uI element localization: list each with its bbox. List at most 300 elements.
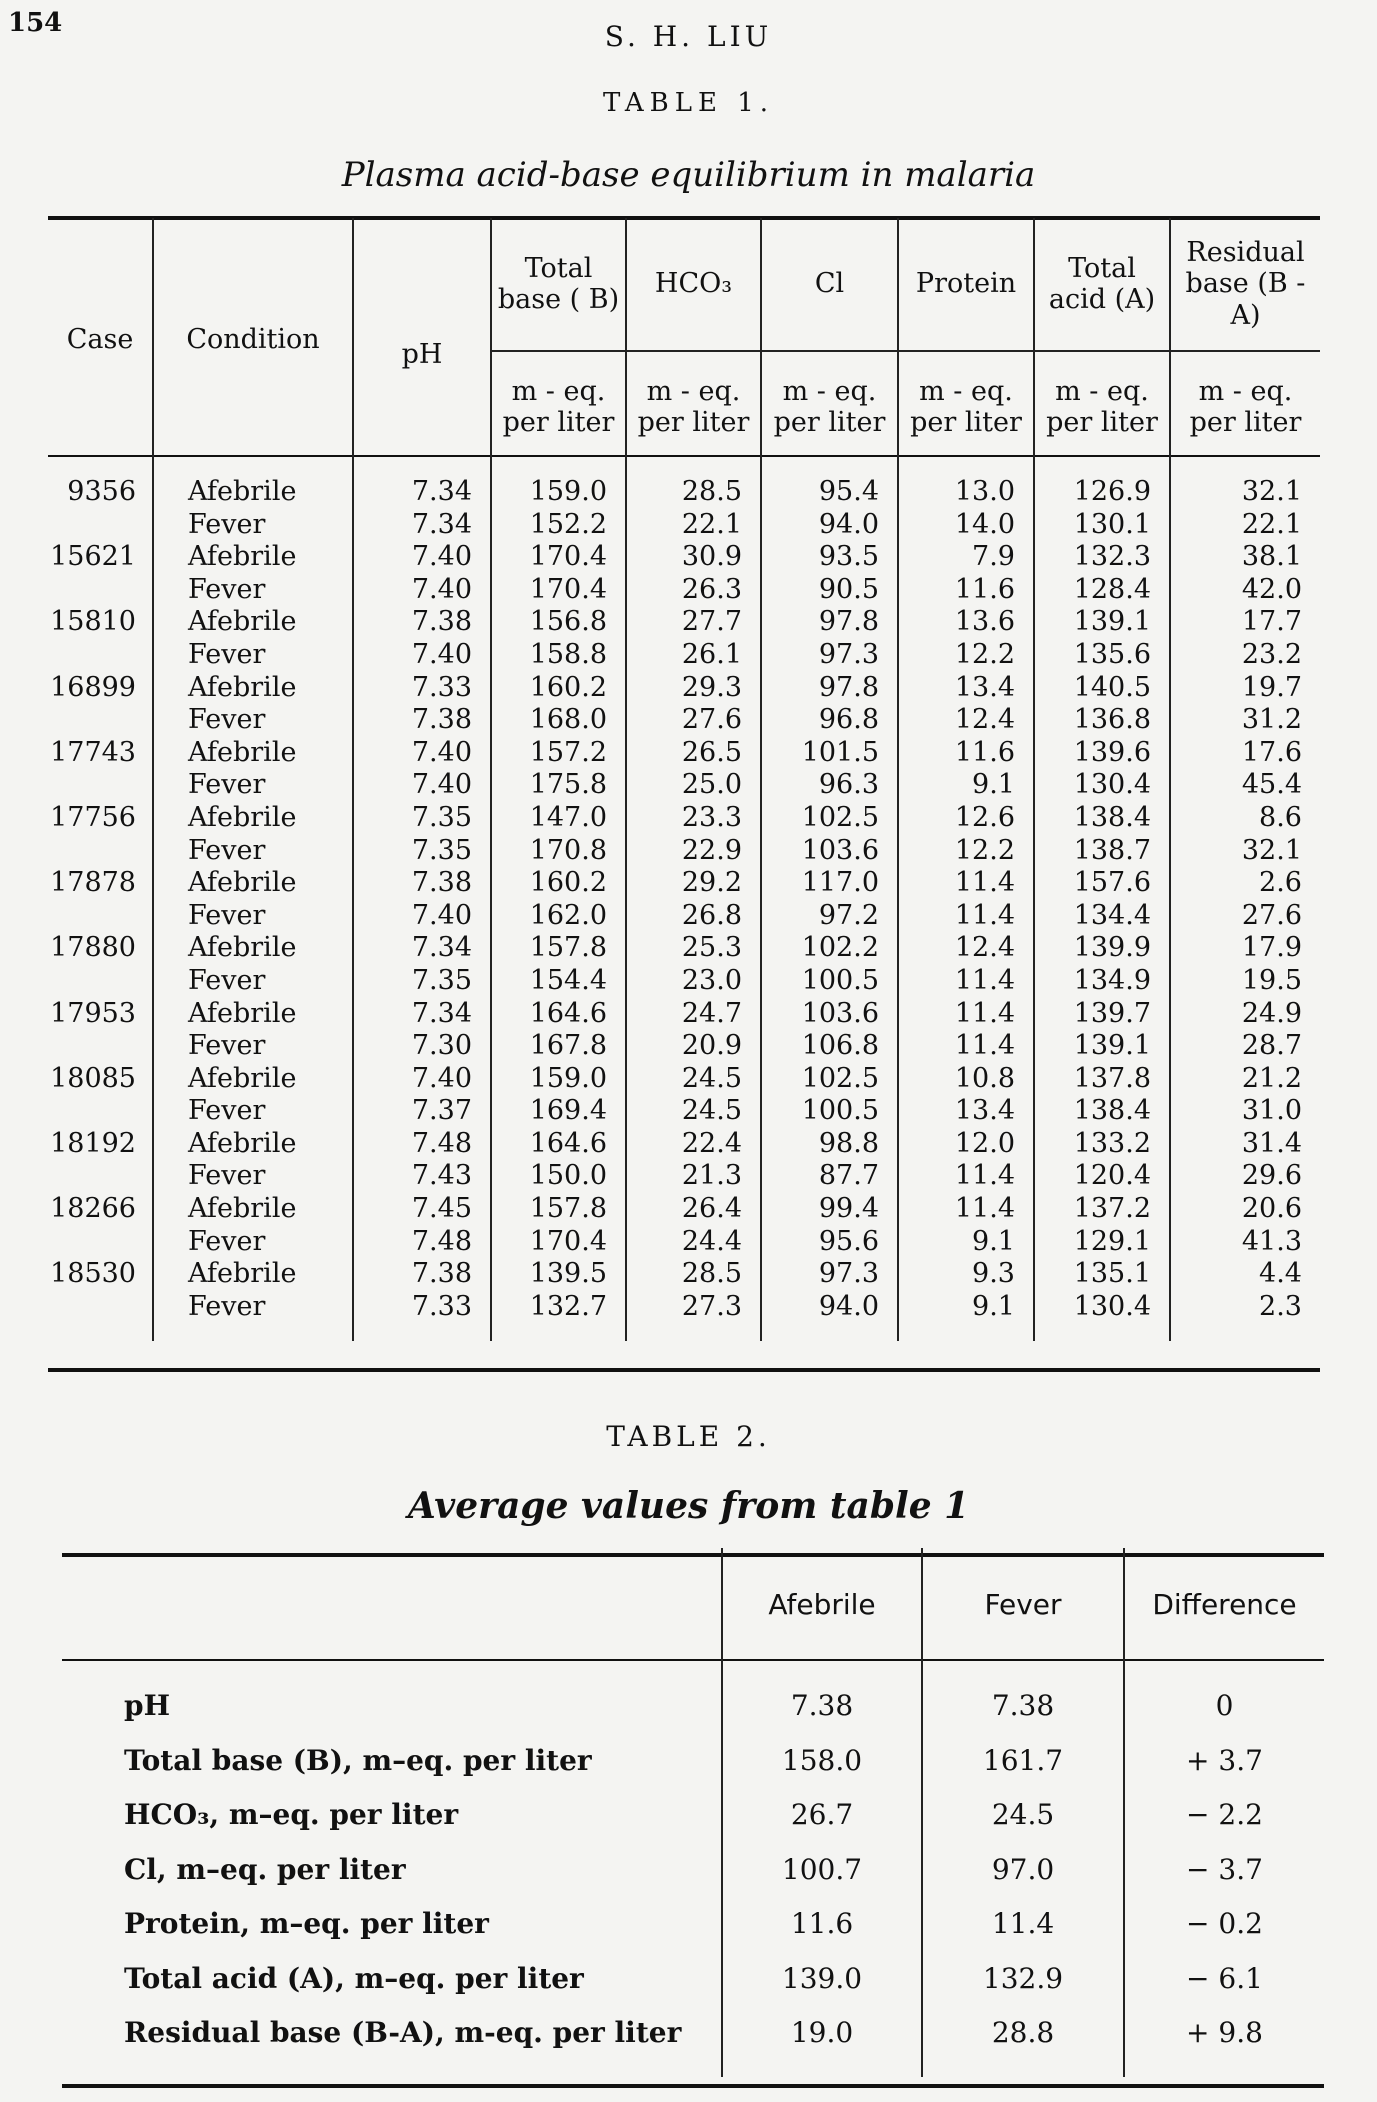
cl-value: 103.6 — [761, 998, 898, 1031]
col-header-cl: Cl — [761, 218, 898, 351]
condition: Afebrile — [153, 737, 353, 770]
total-base-value: 170.4 — [491, 574, 626, 607]
spacer-cell — [1124, 2061, 1324, 2077]
table1 — [48, 218, 1320, 1341]
hco3-value: 26.4 — [626, 1193, 761, 1226]
residual-base-value: 2.3 — [1170, 1291, 1320, 1324]
cl-value: 97.3 — [761, 639, 898, 672]
t2-col-header-difference: Difference — [1124, 1548, 1324, 1660]
cl-value: 93.5 — [761, 541, 898, 574]
total-acid-value: 130.1 — [1034, 509, 1170, 542]
ph-value: 7.34 — [353, 932, 491, 965]
case-number — [48, 1160, 153, 1193]
protein-value: 9.1 — [898, 1291, 1034, 1324]
ph-value: 7.38 — [353, 867, 491, 900]
table-row — [48, 1030, 1320, 1063]
protein-value: 11.4 — [898, 1193, 1034, 1226]
condition: Afebrile — [153, 1063, 353, 1096]
total-acid-value: 137.8 — [1034, 1063, 1170, 1096]
total-base-value: 139.5 — [491, 1258, 626, 1291]
difference-value: − 2.2 — [1124, 1788, 1324, 1843]
table-row — [48, 1291, 1320, 1324]
cl-value: 96.8 — [761, 704, 898, 737]
total-acid-value: 139.1 — [1034, 1030, 1170, 1063]
case-number — [48, 900, 153, 933]
table-row — [48, 965, 1320, 998]
residual-base-value: 29.6 — [1170, 1160, 1320, 1193]
hco3-value: 26.8 — [626, 900, 761, 933]
fever-value: 132.9 — [922, 1952, 1124, 2007]
row-label: pH — [124, 1689, 171, 1722]
col-header-residual-base: Residual base (B - A) — [1170, 218, 1320, 351]
case-number — [48, 509, 153, 542]
case-number: 15621 — [50, 541, 136, 573]
table-row — [62, 1952, 1324, 2007]
case-number: 18530 — [50, 1258, 136, 1290]
cl-value: 102.5 — [761, 802, 898, 835]
case-number — [48, 574, 153, 607]
total-acid-value: 139.6 — [1034, 737, 1170, 770]
protein-value: 11.4 — [898, 965, 1034, 998]
ph-value: 7.35 — [353, 835, 491, 868]
total-acid-value: 134.4 — [1034, 900, 1170, 933]
cl-value: 97.2 — [761, 900, 898, 933]
table-row — [48, 802, 1320, 835]
protein-value: 13.6 — [898, 606, 1034, 639]
residual-base-value: 45.4 — [1170, 769, 1320, 802]
total-acid-value: 139.1 — [1034, 606, 1170, 639]
table-row — [48, 835, 1320, 868]
total-base-value: 158.8 — [491, 639, 626, 672]
ph-value: 7.40 — [353, 769, 491, 802]
table-row — [48, 509, 1320, 542]
total-base-value: 167.8 — [491, 1030, 626, 1063]
total-base-value: 164.6 — [491, 1128, 626, 1161]
table-row — [48, 1258, 1320, 1291]
col-header-condition: Condition — [153, 218, 353, 462]
protein-value: 9.1 — [898, 769, 1034, 802]
table-row — [48, 1063, 1320, 1096]
table-row — [48, 704, 1320, 737]
condition: Fever — [153, 965, 353, 998]
hco3-value: 21.3 — [626, 1160, 761, 1193]
residual-base-value: 17.7 — [1170, 606, 1320, 639]
ph-value: 7.34 — [353, 998, 491, 1031]
residual-base-value: 19.5 — [1170, 965, 1320, 998]
residual-base-value: 42.0 — [1170, 574, 1320, 607]
table-row — [62, 1843, 1324, 1898]
unit-label: m - eq. per liter — [1170, 351, 1320, 462]
cl-value: 117.0 — [761, 867, 898, 900]
row-label: Protein, m–eq. per liter — [124, 1907, 489, 1940]
total-base-value: 156.8 — [491, 606, 626, 639]
hco3-value: 29.3 — [626, 672, 761, 705]
case-number — [48, 1291, 153, 1324]
unit-label: m - eq. per liter — [626, 351, 761, 462]
ph-value: 7.35 — [353, 802, 491, 835]
table-row — [48, 737, 1320, 770]
case-number: 17953 — [50, 997, 136, 1029]
residual-base-value: 31.2 — [1170, 704, 1320, 737]
afebrile-value: 139.0 — [722, 1952, 922, 2007]
total-base-value: 159.0 — [491, 462, 626, 509]
table-row — [48, 769, 1320, 802]
protein-value: 12.2 — [898, 835, 1034, 868]
case-number — [48, 965, 153, 998]
total-acid-value: 130.4 — [1034, 1291, 1170, 1324]
spacer-cell — [153, 1323, 353, 1341]
ph-value: 7.40 — [353, 1063, 491, 1096]
case-number: 16899 — [50, 671, 136, 703]
cl-value: 87.7 — [761, 1160, 898, 1193]
condition: Fever — [153, 1160, 353, 1193]
ph-value: 7.38 — [353, 606, 491, 639]
cl-value: 94.0 — [761, 1291, 898, 1324]
total-acid-value: 139.7 — [1034, 998, 1170, 1031]
residual-base-value: 27.6 — [1170, 900, 1320, 933]
hco3-value: 28.5 — [626, 462, 761, 509]
table-row — [48, 1226, 1320, 1259]
total-base-value: 175.8 — [491, 769, 626, 802]
total-acid-value: 138.4 — [1034, 802, 1170, 835]
residual-base-value: 32.1 — [1170, 835, 1320, 868]
case-number — [48, 1095, 153, 1128]
col-header-protein: Protein — [898, 218, 1034, 351]
residual-base-value: 17.9 — [1170, 932, 1320, 965]
residual-base-value: 24.9 — [1170, 998, 1320, 1031]
ph-value: 7.38 — [353, 704, 491, 737]
total-acid-value: 134.9 — [1034, 965, 1170, 998]
case-number: 17878 — [50, 867, 136, 899]
total-acid-value: 138.7 — [1034, 835, 1170, 868]
afebrile-value: 100.7 — [722, 1843, 922, 1898]
table-row — [62, 1660, 1324, 1734]
total-base-value: 164.6 — [491, 998, 626, 1031]
table-row — [48, 462, 1320, 509]
protein-value: 11.6 — [898, 574, 1034, 607]
afebrile-value: 158.0 — [722, 1734, 922, 1789]
afebrile-value: 11.6 — [722, 1897, 922, 1952]
total-acid-value: 130.4 — [1034, 769, 1170, 802]
case-number: 17880 — [50, 932, 136, 964]
ph-value: 7.43 — [353, 1160, 491, 1193]
t2-col-header-afebrile: Afebrile — [722, 1548, 922, 1660]
cl-value: 97.8 — [761, 672, 898, 705]
ph-value: 7.40 — [353, 639, 491, 672]
case-number: 17756 — [50, 801, 136, 833]
row-label: Residual base (B-A), m-eq. per liter — [124, 2016, 682, 2049]
afebrile-value: 26.7 — [722, 1788, 922, 1843]
protein-value: 14.0 — [898, 509, 1034, 542]
unit-label: m - eq. per liter — [1034, 351, 1170, 462]
spacer-cell — [353, 1323, 491, 1341]
cl-value: 106.8 — [761, 1030, 898, 1063]
unit-label: m - eq. per liter — [491, 351, 626, 462]
condition: Fever — [153, 1226, 353, 1259]
protein-value: 12.4 — [898, 932, 1034, 965]
case-number: 17743 — [50, 736, 136, 768]
total-acid-value: 139.9 — [1034, 932, 1170, 965]
condition: Fever — [153, 835, 353, 868]
hco3-value: 28.5 — [626, 1258, 761, 1291]
condition: Fever — [153, 900, 353, 933]
total-base-value: 162.0 — [491, 900, 626, 933]
cl-value: 96.3 — [761, 769, 898, 802]
condition: Fever — [153, 704, 353, 737]
hco3-value: 25.0 — [626, 769, 761, 802]
hco3-value: 20.9 — [626, 1030, 761, 1063]
protein-value: 13.4 — [898, 1095, 1034, 1128]
condition: Afebrile — [153, 1193, 353, 1226]
condition: Afebrile — [153, 462, 353, 509]
row-label: Cl, m–eq. per liter — [124, 1852, 406, 1886]
difference-value: − 3.7 — [1124, 1843, 1324, 1898]
condition: Afebrile — [153, 606, 353, 639]
hco3-value: 23.3 — [626, 802, 761, 835]
fever-value: 161.7 — [922, 1734, 1124, 1789]
cl-value: 90.5 — [761, 574, 898, 607]
difference-value: − 6.1 — [1124, 1952, 1324, 2007]
protein-value: 12.0 — [898, 1128, 1034, 1161]
protein-value: 7.9 — [898, 541, 1034, 574]
condition: Fever — [153, 574, 353, 607]
table1-label: TABLE 1. — [602, 88, 775, 118]
table-row — [48, 541, 1320, 574]
ph-value: 7.45 — [353, 1193, 491, 1226]
afebrile-value: 7.38 — [722, 1660, 922, 1734]
condition: Fever — [153, 1030, 353, 1063]
total-acid-value: 137.2 — [1034, 1193, 1170, 1226]
fever-value: 24.5 — [922, 1788, 1124, 1843]
total-base-value: 168.0 — [491, 704, 626, 737]
spacer-cell — [62, 2061, 722, 2077]
hco3-value: 22.1 — [626, 509, 761, 542]
residual-base-value: 31.0 — [1170, 1095, 1320, 1128]
condition: Fever — [153, 1095, 353, 1128]
cl-value: 94.0 — [761, 509, 898, 542]
table2-bottom-rule — [62, 2084, 1324, 2088]
table-row — [48, 867, 1320, 900]
residual-base-value: 17.6 — [1170, 737, 1320, 770]
residual-base-value: 41.3 — [1170, 1226, 1320, 1259]
fever-value: 11.4 — [922, 1897, 1124, 1952]
ph-value: 7.35 — [353, 965, 491, 998]
residual-base-value: 28.7 — [1170, 1030, 1320, 1063]
ph-value: 7.40 — [353, 574, 491, 607]
condition: Fever — [153, 639, 353, 672]
case-number — [48, 835, 153, 868]
residual-base-value: 22.1 — [1170, 509, 1320, 542]
total-acid-value: 132.3 — [1034, 541, 1170, 574]
hco3-value: 27.7 — [626, 606, 761, 639]
table-row — [48, 932, 1320, 965]
unit-label: m - eq. per liter — [898, 351, 1034, 462]
cl-value: 103.6 — [761, 835, 898, 868]
protein-value: 11.4 — [898, 867, 1034, 900]
spacer-cell — [626, 1323, 761, 1341]
ph-value: 7.38 — [353, 1258, 491, 1291]
condition: Afebrile — [153, 932, 353, 965]
condition: Afebrile — [153, 998, 353, 1031]
total-base-value: 150.0 — [491, 1160, 626, 1193]
residual-base-value: 32.1 — [1170, 462, 1320, 509]
spacer-cell — [491, 1323, 626, 1341]
protein-value: 13.0 — [898, 462, 1034, 509]
fever-value: 97.0 — [922, 1843, 1124, 1898]
total-base-value: 170.4 — [491, 1226, 626, 1259]
table-row — [48, 1160, 1320, 1193]
cl-value: 95.4 — [761, 462, 898, 509]
difference-value: − 0.2 — [1124, 1897, 1324, 1952]
table-row — [48, 639, 1320, 672]
case-number — [48, 704, 153, 737]
condition: Fever — [153, 769, 353, 802]
protein-value: 11.4 — [898, 1160, 1034, 1193]
total-base-value: 159.0 — [491, 1063, 626, 1096]
hco3-value: 25.3 — [626, 932, 761, 965]
table-row — [62, 2006, 1324, 2061]
total-base-value: 160.2 — [491, 672, 626, 705]
hco3-value: 30.9 — [626, 541, 761, 574]
ph-value: 7.33 — [353, 1291, 491, 1324]
total-base-value: 170.8 — [491, 835, 626, 868]
cl-value: 101.5 — [761, 737, 898, 770]
table-row — [48, 606, 1320, 639]
table-row — [48, 1095, 1320, 1128]
cl-value: 102.5 — [761, 1063, 898, 1096]
difference-value: + 3.7 — [1124, 1734, 1324, 1789]
fever-value: 28.8 — [922, 2006, 1124, 2061]
table-row — [62, 1788, 1324, 1843]
case-number — [48, 1226, 153, 1259]
hco3-value: 26.3 — [626, 574, 761, 607]
case-number — [48, 639, 153, 672]
row-label: Total acid (A), m–eq. per liter — [124, 1961, 584, 1995]
table-row — [48, 1128, 1320, 1161]
ph-value: 7.37 — [353, 1095, 491, 1128]
ph-value: 7.40 — [353, 541, 491, 574]
table-row — [62, 1897, 1324, 1952]
table-row-spacer — [62, 2061, 1324, 2077]
col-header-total-base: Total base ( B) — [491, 218, 626, 351]
total-base-value: 152.2 — [491, 509, 626, 542]
residual-base-value: 38.1 — [1170, 541, 1320, 574]
total-base-value: 154.4 — [491, 965, 626, 998]
total-base-value: 157.8 — [491, 1193, 626, 1226]
row-label: HCO₃, m–eq. per liter — [124, 1798, 459, 1831]
hco3-value: 22.4 — [626, 1128, 761, 1161]
t2-header-blank — [62, 1548, 722, 1660]
total-acid-value: 140.5 — [1034, 672, 1170, 705]
total-base-value: 147.0 — [491, 802, 626, 835]
condition: Fever — [153, 1291, 353, 1324]
residual-base-value: 8.6 — [1170, 802, 1320, 835]
cl-value: 98.8 — [761, 1128, 898, 1161]
spacer-cell — [722, 2061, 922, 2077]
ph-value: 7.34 — [353, 462, 491, 509]
protein-value: 13.4 — [898, 672, 1034, 705]
hco3-value: 24.7 — [626, 998, 761, 1031]
cl-value: 100.5 — [761, 1095, 898, 1128]
total-acid-value: 136.8 — [1034, 704, 1170, 737]
hco3-value: 22.9 — [626, 835, 761, 868]
total-acid-value: 135.6 — [1034, 639, 1170, 672]
protein-value: 9.1 — [898, 1226, 1034, 1259]
hco3-value: 27.6 — [626, 704, 761, 737]
hco3-value: 23.0 — [626, 965, 761, 998]
spacer-cell — [1034, 1323, 1170, 1341]
hco3-value: 26.1 — [626, 639, 761, 672]
total-acid-value: 128.4 — [1034, 574, 1170, 607]
condition: Afebrile — [153, 672, 353, 705]
total-base-value: 170.4 — [491, 541, 626, 574]
protein-value: 9.3 — [898, 1258, 1034, 1291]
table2 — [62, 1548, 1324, 2077]
t2-col-header-fever: Fever — [922, 1548, 1124, 1660]
total-base-value: 132.7 — [491, 1291, 626, 1324]
table-row — [48, 998, 1320, 1031]
afebrile-value: 19.0 — [722, 2006, 922, 2061]
residual-base-value: 4.4 — [1170, 1258, 1320, 1291]
cl-value: 97.8 — [761, 606, 898, 639]
table-row — [48, 672, 1320, 705]
total-acid-value: 120.4 — [1034, 1160, 1170, 1193]
col-header-case: Case — [66, 324, 134, 356]
total-acid-value: 126.9 — [1034, 462, 1170, 509]
condition: Afebrile — [153, 867, 353, 900]
table-row — [48, 1193, 1320, 1226]
total-base-value: 157.2 — [491, 737, 626, 770]
case-number: 18085 — [50, 1062, 136, 1094]
ph-value: 7.34 — [353, 509, 491, 542]
hco3-value: 24.4 — [626, 1226, 761, 1259]
hco3-value: 24.5 — [626, 1063, 761, 1096]
condition: Afebrile — [153, 1128, 353, 1161]
cl-value: 100.5 — [761, 965, 898, 998]
total-acid-value: 135.1 — [1034, 1258, 1170, 1291]
condition: Afebrile — [153, 541, 353, 574]
difference-value: 0 — [1124, 1660, 1324, 1734]
residual-base-value: 21.2 — [1170, 1063, 1320, 1096]
cl-value: 95.6 — [761, 1226, 898, 1259]
table1-title: Plasma acid-base equilibrium in malaria — [341, 155, 1036, 195]
ph-value: 7.48 — [353, 1226, 491, 1259]
ph-value: 7.48 — [353, 1128, 491, 1161]
total-acid-value: 129.1 — [1034, 1226, 1170, 1259]
protein-value: 12.4 — [898, 704, 1034, 737]
case-number: 18192 — [50, 1127, 136, 1159]
condition: Fever — [153, 509, 353, 542]
table-row — [62, 1734, 1324, 1789]
total-base-value: 160.2 — [491, 867, 626, 900]
col-header-ph: pH — [353, 218, 491, 462]
fever-value: 7.38 — [922, 1660, 1124, 1734]
total-base-value: 157.8 — [491, 932, 626, 965]
running-head: S. H. LIU — [604, 20, 773, 53]
table1-body — [48, 462, 1320, 1341]
residual-base-value: 2.6 — [1170, 867, 1320, 900]
table1-bottom-rule — [48, 1368, 1320, 1372]
spacer-cell — [922, 2061, 1124, 2077]
protein-value: 11.4 — [898, 998, 1034, 1031]
case-number: 15810 — [50, 606, 136, 638]
page-number: 154 — [8, 8, 63, 38]
col-header-hco3: HCO₃ — [626, 218, 761, 351]
protein-value: 12.6 — [898, 802, 1034, 835]
case-number — [48, 769, 153, 802]
cl-value: 102.2 — [761, 932, 898, 965]
residual-base-value: 19.7 — [1170, 672, 1320, 705]
